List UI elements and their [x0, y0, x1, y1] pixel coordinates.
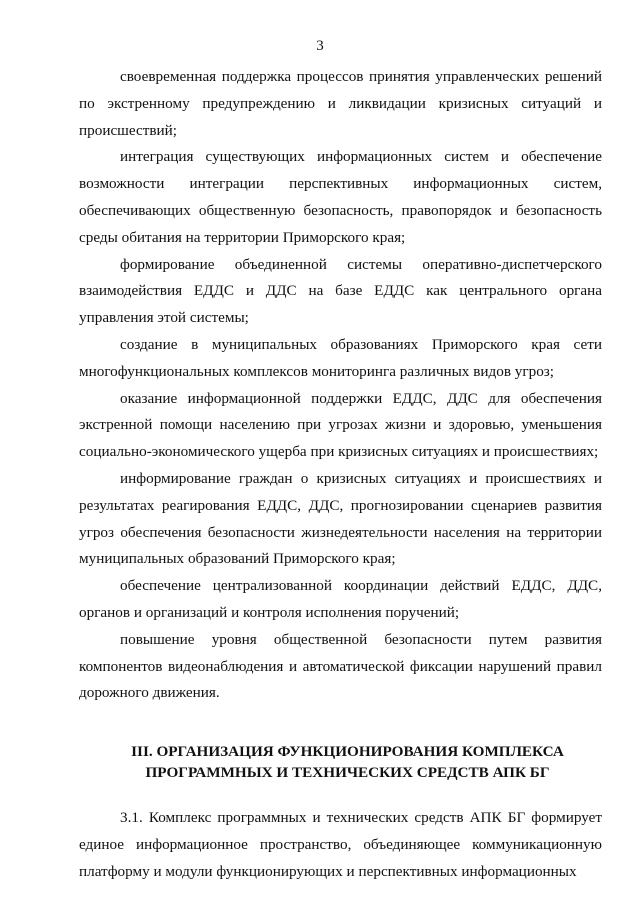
list-paragraph: повышение уровня общественной безопасности путем развития компонентов видеонаблюдения и автоматической фиксации нарушений правил дорожного движения. — [79, 630, 602, 702]
list-paragraph: информирование граждан о кризисных ситуациях и происшествиях и результатах реагирования ЕДДС, ДДС, прогнозировании сценариев развития угроз обеспечения безопасности жизнедеятельности населения на территории муниципальных образований Приморского края; — [79, 469, 602, 568]
section-paragraph: 3.1. Комплекс программных и технических средств АПК БГ формирует единое информационное пространство, объединяющее коммуникационную платформу и модули функционирующих и перспективных информационных — [79, 809, 602, 880]
list-paragraph: интеграция существующих информационных систем и обеспечение возможности интеграции перспективных информационных систем, обеспечивающих общественную безопасность, правопорядок и безопасность среды обитания на территории Приморского края; — [79, 148, 602, 246]
section-heading-line-2: ПРОГРАММНЫХ И ТЕХНИЧЕСКИХ СРЕДСТВ АПК БГ — [145, 764, 550, 782]
section-heading-line-1: III. ОРГАНИЗАЦИЯ ФУНКЦИОНИРОВАНИЯ КОМПЛЕКСА — [131, 743, 564, 761]
document-body — [79, 64, 602, 886]
list-paragraph: обеспечение централизованной координации действий ЕДДС, ДДС, органов и организаций и контроля исполнения поручений; — [79, 577, 602, 621]
list-paragraph: создание в муниципальных образованиях Приморского края сети многофункциональных комплексов мониторинга различных видов угроз; — [79, 335, 602, 380]
list-paragraph: формирование объединенной системы оперативно-диспетчерского взаимодействия ЕДДС и ДДС на базе ЕДДС как центрального органа управления этой системы; — [79, 255, 602, 327]
list-paragraph: оказание информационной поддержки ЕДДС, ДДС для обеспечения экстренной помощи населению при угрозах жизни и здоровью, уменьшения социально-экономического ущерба при кризисных ситуациях и происшествиях; — [79, 389, 602, 461]
list-paragraph: своевременная поддержка процессов принятия управленческих решений по экстренному предупреждению и ликвидации кризисных ситуаций и происшествий; — [79, 68, 602, 139]
section-heading — [79, 741, 602, 783]
page-number: 3 — [316, 38, 324, 54]
